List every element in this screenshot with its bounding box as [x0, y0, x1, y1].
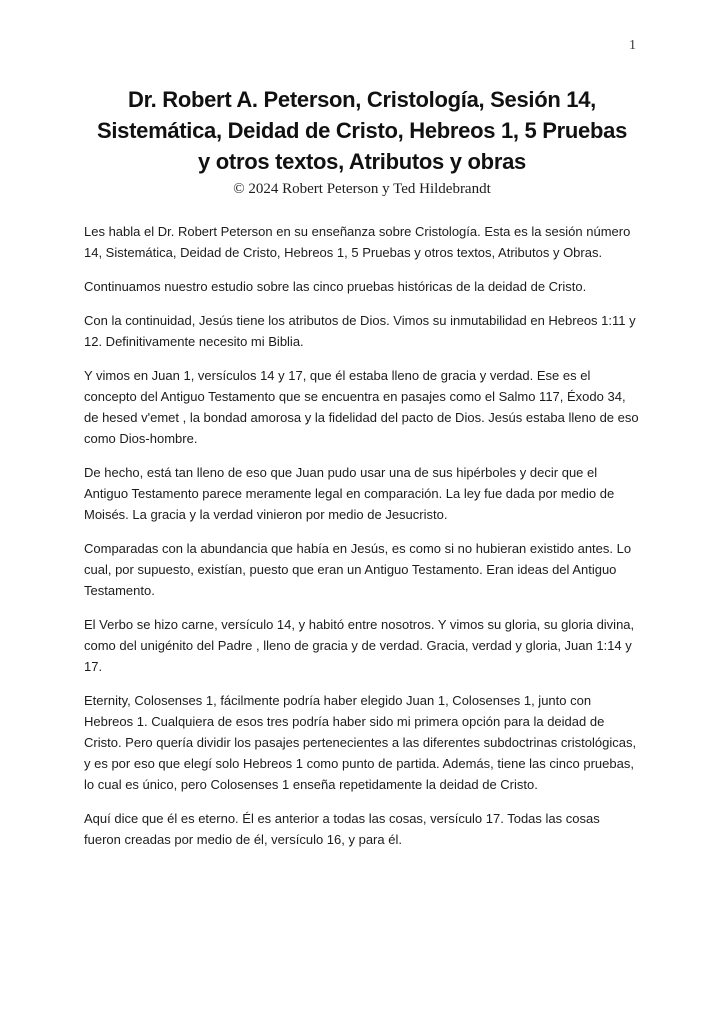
paragraph-9: Aquí dice que él es eterno. Él es anterior a todas las cosas, versículo 17. Todas las cosas fueron creadas por medio de él, versículo 16, y para él. [84, 811, 600, 847]
title-line-3: y otros textos, Atributos y obras [198, 149, 526, 174]
title-line-2: Sistemática, Deidad de Cristo, Hebreos 1, 5 Pruebas [96, 118, 628, 143]
page-number: 1 [629, 38, 636, 53]
document-body [84, 221, 640, 850]
paragraph-3: Con la continuidad, Jesús tiene los atributos de Dios. Vimos su inmutabilidad en Hebreos 1:11 y 12. Definitivamente necesito mi Biblia. [84, 313, 636, 349]
paragraph-5: De hecho, está tan lleno de eso que Juan pudo usar una de sus hipérboles y decir que el Antiguo Testamento parece meramente legal en comparación. La ley fue dada por medio de Moisés. La gracia y la verdad vinieron por medio de Jesucristo. [84, 465, 615, 522]
paragraph-1: Les habla el Dr. Robert Peterson en su enseñanza sobre Cristología. Esta es la sesión número 14, Sistemática, Deidad de Cristo, Hebreos 1, 5 Pruebas y otros textos, Atributos y Obras. [84, 224, 631, 260]
copyright-line: © 2024 Robert Peterson y Ted Hildebrandt [233, 181, 491, 197]
paragraph-6: Comparadas con la abundancia que había en Jesús, es como si no hubieran existido antes. Lo cual, por supuesto, existían, puesto que eran un Antiguo Testamento. Eran ideas del Antiguo Testamento. [84, 541, 632, 598]
paragraph-2: Continuamos nuestro estudio sobre las cinco pruebas históricas de la deidad de Cristo. [84, 279, 587, 294]
paragraph-8: Eternity, Colosenses 1, fácilmente podría haber elegido Juan 1, Colosenses 1, junto con Hebreos 1. Cualquiera de esos tres podría haber sido mi primera opción para la deidad de Cristo. Pero quería dividir los pasajes pertenecientes a las diferentes subdoctrinas cristológicas, y es por eso que elegí solo Hebreos 1 como punto de partida. Además, tiene las cinco pruebas, lo cual es único, pero Colosenses 1 enseña repetidamente la deidad de Cristo. [84, 693, 637, 792]
title-line-1: Dr. Robert A. Peterson, Cristología, Sesión 14, [128, 87, 596, 112]
paragraph-4: Y vimos en Juan 1, versículos 14 y 17, que él estaba lleno de gracia y verdad. Ese es el concepto del Antiguo Testamento que se encuentra en pasajes como el Salmo 117, Éxodo 34, de hesed v'emet , la bondad amorosa y la fidelidad del pacto de Dios. Jesús estaba lleno de eso como Dios-hombre. [84, 368, 639, 446]
document-title [84, 84, 640, 177]
paragraph-7: El Verbo se hizo carne, versículo 14, y habitó entre nosotros. Y vimos su gloria, su gloria divina, como del unigénito del Padre , lleno de gracia y de verdad. Gracia, verdad y gloria, Juan 1:14 y 17. [84, 617, 635, 674]
